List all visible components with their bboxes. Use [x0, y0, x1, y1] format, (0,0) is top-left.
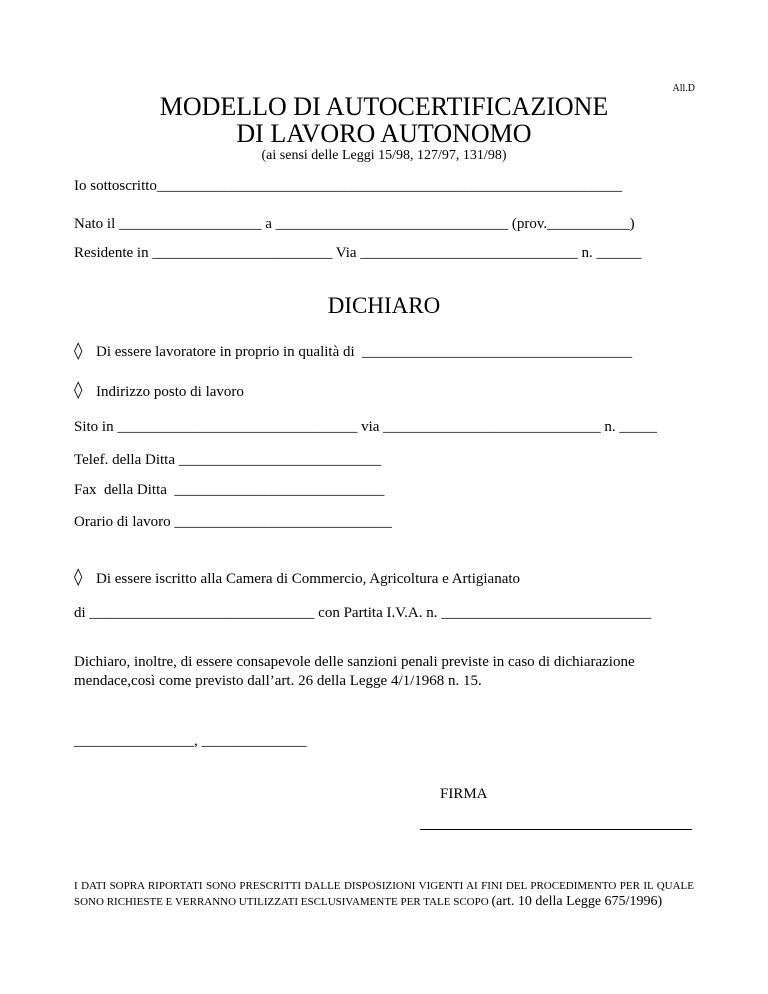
- form-title-line1: MODELLO DI AUTOCERTIFICAZIONE: [159, 92, 609, 121]
- dichiaro-heading: DICHIARO: [327, 293, 441, 318]
- telefono-field[interactable]: Telef. della Ditta ___________________________: [74, 452, 382, 468]
- orario-field[interactable]: Orario di lavoro _____________________________: [74, 514, 392, 530]
- firma-label: FIRMA: [440, 786, 488, 802]
- privacy-note-text: I DATI SOPRA RIPORTATI SONO PRESCRITTI DALLE DISPOSIZIONI VIGENTI AI FINI DEL PROCEDIMENTO PER IL QUALE SONO RICHIESTE E VERRANNO UTILIZZATI ESCLUSIVAMENTE PER TALE SCOPO: [74, 880, 694, 908]
- diamond-bullet-icon: ◊: [74, 567, 83, 587]
- signature-line[interactable]: [420, 829, 692, 830]
- form-title-line2: DI LAVORO AUTONOMO: [236, 119, 532, 148]
- sito-field[interactable]: Sito in ________________________________ via _____________________________ n. _____: [74, 419, 657, 435]
- partita-iva-field[interactable]: di ______________________________ con Partita I.V.A. n. ____________________________: [74, 605, 652, 621]
- diamond-bullet-icon: ◊: [74, 380, 83, 400]
- residence-field[interactable]: Residente in ________________________ Via _____________________________ n. ______: [74, 245, 642, 261]
- place-date-field[interactable]: ________________, ______________: [74, 733, 307, 749]
- diamond-bullet-icon: ◊: [74, 341, 83, 361]
- allegato-label: All.D: [672, 83, 695, 94]
- form-subtitle: (ai sensi delle Leggi 15/98, 127/97, 131/98): [261, 148, 507, 163]
- privacy-note: [74, 878, 694, 910]
- dichiarazione-paragraph: Dichiaro, inoltre, di essere consapevole delle sanzioni penali previste in caso di dichiarazione mendace,così come previsto dall’art. 26 della Legge 4/1/1968 n. 15.: [74, 654, 635, 689]
- camera-commercio-label: Di essere iscritto alla Camera di Commercio, Agricoltura e Artigianato: [96, 571, 521, 587]
- lavoratore-field[interactable]: Di essere lavoratore in proprio in qualità di ____________________________________: [96, 344, 633, 360]
- sottoscritto-field[interactable]: Io sottoscritto______________________________________________________________: [74, 178, 622, 194]
- privacy-note-reference: (art. 10 della Legge 675/1996): [491, 894, 663, 909]
- fax-field[interactable]: Fax della Ditta ____________________________: [74, 482, 385, 498]
- birth-field[interactable]: Nato il ___________________ a _______________________________ (prov.___________): [74, 216, 635, 232]
- indirizzo-label: Indirizzo posto di lavoro: [96, 384, 244, 400]
